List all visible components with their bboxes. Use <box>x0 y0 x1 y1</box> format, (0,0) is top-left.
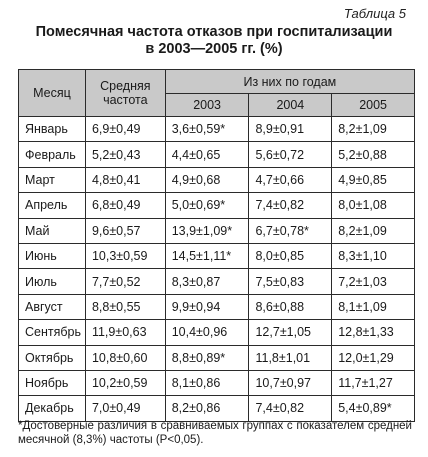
frequency-table <box>18 69 415 422</box>
cell-2003: 8,1±0,86 <box>165 370 249 395</box>
cell-2004: 6,7±0,78* <box>249 218 332 243</box>
header-year-2004: 2004 <box>249 94 332 117</box>
table-row <box>19 142 415 167</box>
cell-month: Январь <box>19 117 86 142</box>
table-row <box>19 320 415 345</box>
table-title <box>0 24 428 58</box>
cell-average: 9,6±0,57 <box>85 218 165 243</box>
table-title-line-1: Помесячная частота отказов при госпитализации <box>35 24 393 40</box>
table-row <box>19 294 415 319</box>
cell-2004: 5,6±0,72 <box>249 142 332 167</box>
cell-2003: 8,8±0,89* <box>165 345 249 370</box>
header-average-line-2: частота <box>103 93 148 107</box>
table-title-line-2: в 2003—2005 гг. (%) <box>145 41 283 57</box>
cell-average: 10,2±0,59 <box>85 370 165 395</box>
cell-average: 7,7±0,52 <box>85 269 165 294</box>
cell-2003: 8,2±0,86 <box>165 396 249 421</box>
cell-2004: 7,4±0,82 <box>249 396 332 421</box>
cell-2005: 4,9±0,85 <box>332 167 415 192</box>
cell-2004: 7,4±0,82 <box>249 193 332 218</box>
table-row <box>19 269 415 294</box>
cell-2005: 8,1±1,09 <box>332 294 415 319</box>
cell-2003: 9,9±0,94 <box>165 294 249 319</box>
cell-average: 6,9±0,49 <box>85 117 165 142</box>
table-row <box>19 345 415 370</box>
cell-2005: 7,2±1,03 <box>332 269 415 294</box>
table-row <box>19 243 415 268</box>
cell-2004: 11,8±1,01 <box>249 345 332 370</box>
cell-2003: 13,9±1,09* <box>165 218 249 243</box>
cell-2005: 8,2±1,09 <box>332 117 415 142</box>
cell-2004: 8,9±0,91 <box>249 117 332 142</box>
cell-average: 11,9±0,63 <box>85 320 165 345</box>
cell-month: Ноябрь <box>19 370 86 395</box>
header-average-frequency <box>85 70 165 117</box>
header-year-2005: 2005 <box>332 94 415 117</box>
cell-month: Май <box>19 218 86 243</box>
cell-average: 10,8±0,60 <box>85 345 165 370</box>
cell-2005: 8,0±1,08 <box>332 193 415 218</box>
cell-average: 10,3±0,59 <box>85 243 165 268</box>
cell-month: Апрель <box>19 193 86 218</box>
cell-month: Сентябрь <box>19 320 86 345</box>
cell-2003: 14,5±1,11* <box>165 243 249 268</box>
table-number-label: Таблица 5 <box>343 6 406 21</box>
cell-month: Декабрь <box>19 396 86 421</box>
table-row <box>19 167 415 192</box>
cell-2003: 8,3±0,87 <box>165 269 249 294</box>
cell-2005: 8,2±1,09 <box>332 218 415 243</box>
cell-average: 8,8±0,55 <box>85 294 165 319</box>
cell-month: Март <box>19 167 86 192</box>
cell-2005: 12,8±1,33 <box>332 320 415 345</box>
table-row <box>19 117 415 142</box>
cell-2003: 4,4±0,65 <box>165 142 249 167</box>
table-header <box>19 70 415 117</box>
cell-2003: 5,0±0,69* <box>165 193 249 218</box>
cell-2005: 8,3±1,10 <box>332 243 415 268</box>
cell-2004: 8,6±0,88 <box>249 294 332 319</box>
header-by-years-group: Из них по годам <box>165 70 414 94</box>
cell-average: 4,8±0,41 <box>85 167 165 192</box>
table-footnote: *Достоверные различия в сравниваемых группах с показателем средней месячной (8,3%) частоты (P<0,05). <box>18 420 412 446</box>
cell-average: 6,8±0,49 <box>85 193 165 218</box>
cell-2004: 7,5±0,83 <box>249 269 332 294</box>
cell-2005: 12,0±1,29 <box>332 345 415 370</box>
cell-average: 5,2±0,43 <box>85 142 165 167</box>
cell-2005: 5,2±0,88 <box>332 142 415 167</box>
cell-month: Июнь <box>19 243 86 268</box>
cell-2004: 4,7±0,66 <box>249 167 332 192</box>
header-average-line-1: Средняя <box>100 79 151 93</box>
cell-month: Октябрь <box>19 345 86 370</box>
table-row <box>19 396 415 421</box>
cell-2003: 3,6±0,59* <box>165 117 249 142</box>
cell-2004: 12,7±1,05 <box>249 320 332 345</box>
cell-2004: 10,7±0,97 <box>249 370 332 395</box>
cell-month: Август <box>19 294 86 319</box>
table-row <box>19 218 415 243</box>
cell-2004: 8,0±0,85 <box>249 243 332 268</box>
cell-average: 7,0±0,49 <box>85 396 165 421</box>
header-year-2003: 2003 <box>165 94 249 117</box>
header-month: Месяц <box>19 70 86 117</box>
cell-2003: 10,4±0,96 <box>165 320 249 345</box>
cell-2005: 11,7±1,27 <box>332 370 415 395</box>
cell-month: Февраль <box>19 142 86 167</box>
table-body <box>19 117 415 422</box>
table-row <box>19 370 415 395</box>
cell-2003: 4,9±0,68 <box>165 167 249 192</box>
cell-2005: 5,4±0,89* <box>332 396 415 421</box>
cell-month: Июль <box>19 269 86 294</box>
table-row <box>19 193 415 218</box>
